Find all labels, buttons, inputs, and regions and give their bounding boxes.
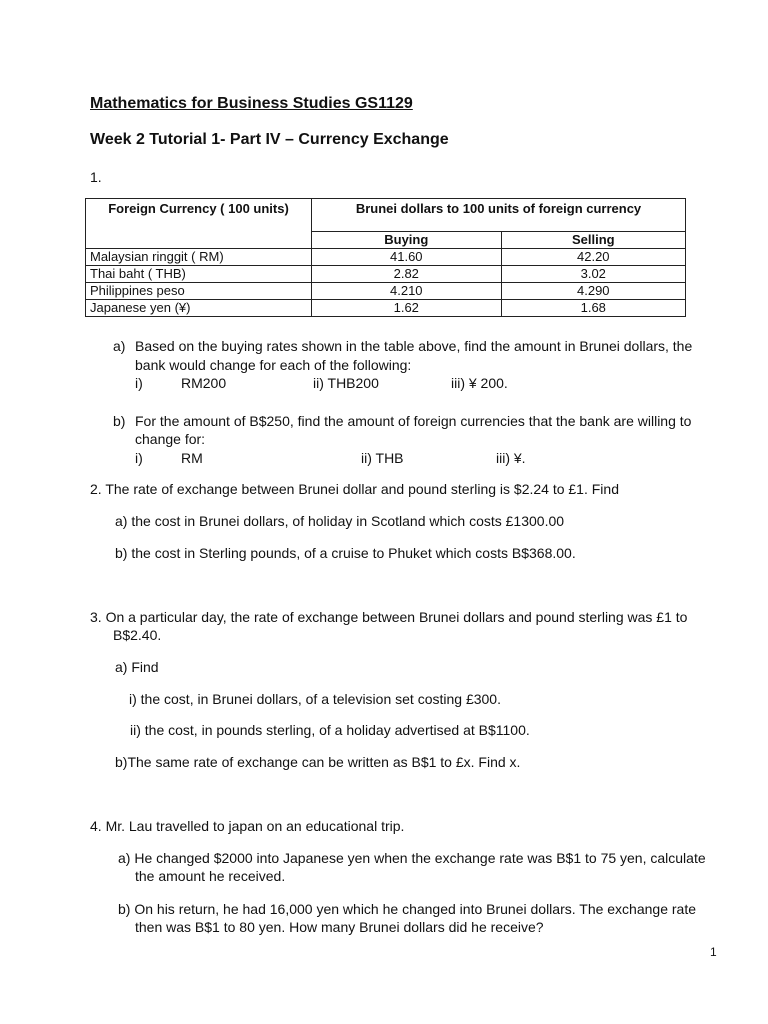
q1a-i-text: RM200 xyxy=(181,375,227,391)
buying-cell: 41.60 xyxy=(312,249,502,266)
q1a-i-label: i) xyxy=(135,375,143,391)
q1a-label: a) xyxy=(113,338,126,354)
q1b-label: b) xyxy=(113,413,126,429)
q3-a-ii: ii) the cost, in pounds sterling, of a holiday advertised at B$1100. xyxy=(130,722,530,738)
buying-cell: 1.62 xyxy=(312,300,502,317)
q3-line2: B$2.40. xyxy=(113,627,162,643)
buying-cell: 4.210 xyxy=(312,283,502,300)
table-row xyxy=(86,266,686,283)
table-row xyxy=(86,300,686,317)
currency-cell: Japanese yen (¥) xyxy=(86,300,312,317)
table-header-currency: Foreign Currency ( 100 units) xyxy=(86,199,312,249)
selling-cell: 1.68 xyxy=(501,300,685,317)
exchange-rate-table xyxy=(85,198,686,317)
q2-a: a) the cost in Brunei dollars, of holiday in Scotland which costs £1300.00 xyxy=(115,513,565,529)
tutorial-title: Week 2 Tutorial 1- Part IV – Currency Exchange xyxy=(90,131,449,148)
currency-cell: Malaysian ringgit ( RM) xyxy=(86,249,312,266)
q3-a: a) Find xyxy=(115,659,159,675)
q1b-ii: ii) THB xyxy=(361,450,404,466)
q4-b-line2: then was B$1 to 80 yen. How many Brunei dollars did he receive? xyxy=(135,919,544,935)
q3-line1: 3. On a particular day, the rate of exchange between Brunei dollars and pound sterling was £1 to xyxy=(90,609,688,625)
course-title: Mathematics for Business Studies GS1129 xyxy=(90,95,413,112)
q1a-iii: iii) ¥ 200. xyxy=(451,375,508,391)
q4-a-line1: a) He changed $2000 into Japanese yen when the exchange rate was B$1 to 75 yen, calculate xyxy=(118,850,706,866)
selling-cell: 3.02 xyxy=(501,266,685,283)
q2-b: b) the cost in Sterling pounds, of a cruise to Phuket which costs B$368.00. xyxy=(115,545,576,561)
q1a-line2: bank would change for each of the following: xyxy=(135,357,412,373)
buying-cell: 2.82 xyxy=(312,266,502,283)
q1b-i-label: i) xyxy=(135,450,143,466)
q1b-iii: iii) ¥. xyxy=(496,450,526,466)
q3-a-i: i) the cost, in Brunei dollars, of a television set costing £300. xyxy=(129,691,501,707)
currency-cell: Philippines peso xyxy=(86,283,312,300)
q4-text: 4. Mr. Lau travelled to japan on an educational trip. xyxy=(90,818,405,834)
selling-cell: 4.290 xyxy=(501,283,685,300)
q1b-line2: change for: xyxy=(135,431,206,447)
q1a-ii: ii) THB200 xyxy=(313,375,379,391)
page-number: 1 xyxy=(710,945,717,959)
q1a-line1: Based on the buying rates shown in the table above, find the amount in Brunei dollars, the xyxy=(135,338,693,354)
q1b-i-text: RM xyxy=(181,450,203,466)
table-row xyxy=(86,249,686,266)
q4-b-line1: b) On his return, he had 16,000 yen which he changed into Brunei dollars. The exchange rate xyxy=(118,901,697,917)
question-1-number: 1. xyxy=(90,169,102,185)
q3-b: b)The same rate of exchange can be written as B$1 to £x. Find x. xyxy=(115,754,521,770)
selling-cell: 42.20 xyxy=(501,249,685,266)
q4-a-line2: the amount he received. xyxy=(135,868,286,884)
table-header-selling: Selling xyxy=(501,232,685,249)
table-row xyxy=(86,283,686,300)
table-header-rates: Brunei dollars to 100 units of foreign currency xyxy=(312,199,686,232)
table-header-buying: Buying xyxy=(312,232,502,249)
q1b-line1: For the amount of B$250, find the amount of foreign currencies that the bank are willing to xyxy=(135,413,692,429)
currency-cell: Thai baht ( THB) xyxy=(86,266,312,283)
q2-text: 2. The rate of exchange between Brunei dollar and pound sterling is $2.24 to £1. Find xyxy=(90,481,619,497)
